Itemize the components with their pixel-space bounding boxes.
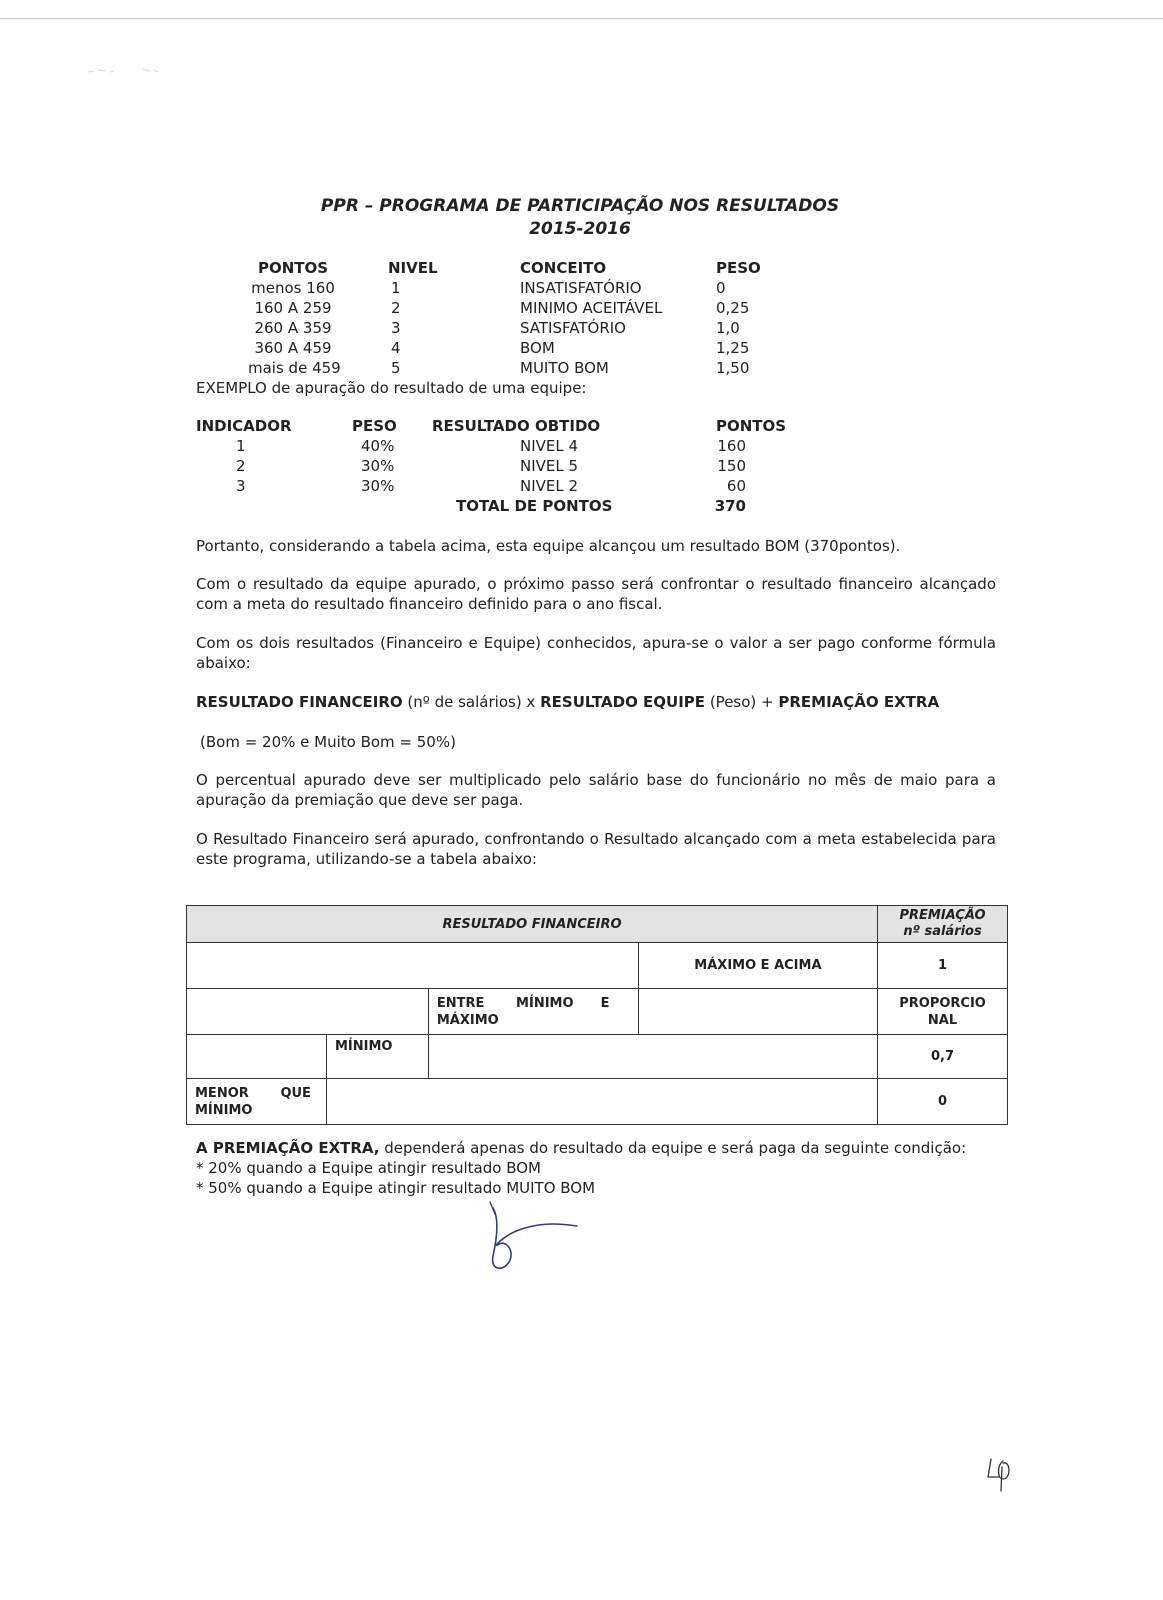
paragraph-percent-applied: O percentual apurado deve ser multiplicado pelo salário base do funcionário no mês de maio para a apuração da premiação que deve ser paga.	[196, 771, 996, 809]
extra-premium-section	[196, 1138, 996, 1198]
fin-row4-label-line2: MÍNIMO	[195, 1102, 253, 1118]
example-header-resultado: RESULTADO OBTIDO	[432, 417, 601, 435]
example-row-pontos: 60	[726, 477, 746, 495]
levels-row-peso: 1,25	[716, 339, 750, 357]
fin-row2-value	[878, 989, 1008, 1035]
handwritten-page-number	[985, 1455, 1015, 1495]
paragraph-financial-result: O Resultado Financeiro será apurado, confrontando o Resultado alcançado com a meta estabelecida para este programa, utilizando-se a tabela abaixo:	[196, 830, 996, 868]
paragraph-next-step: Com o resultado da equipe apurado, o próximo passo será confrontar o resultado financeiro alcançado com a meta do resultado financeiro definido para o ano fiscal.	[196, 575, 996, 613]
formula-part1-rest: (nº de salários) x	[402, 693, 541, 711]
paragraph-result-bom: Portanto, considerando a tabela acima, esta equipe alcançou um resultado BOM (370pontos).	[196, 537, 901, 555]
levels-row-conceito: SATISFATÓRIO	[520, 319, 626, 337]
levels-header-pontos: PONTOS	[257, 259, 329, 277]
fin-row2-label-line1: ENTRE MÍNIMO E	[436, 995, 610, 1011]
levels-row-peso: 1,0	[716, 319, 740, 337]
example-row-resultado: NIVEL 4	[520, 437, 579, 455]
fin-header-premiacao	[878, 906, 1008, 943]
example-label: EXEMPLO de apuração do resultado de uma equipe:	[196, 379, 587, 397]
fin-header-premiacao-line2: nº salários	[903, 924, 982, 939]
handwritten-signature	[485, 1200, 585, 1280]
fin-row4-value: 0	[878, 1079, 1008, 1125]
fin-row3-value: 0,7	[878, 1035, 1008, 1079]
extra-premium-rest: dependerá apenas do resultado da equipe e será paga da seguinte condição:	[379, 1139, 967, 1157]
fin-row2-value-line2: NAL	[927, 1012, 958, 1028]
formula-part3-bold: PREMIAÇÃO EXTRA	[778, 693, 940, 711]
paragraph-bom-percentages: (Bom = 20% e Muito Bom = 50%)	[200, 733, 456, 751]
levels-row-pontos: mais de 459	[248, 359, 341, 377]
formula-part2-bold: RESULTADO EQUIPE	[540, 693, 706, 711]
scan-smudge	[88, 68, 158, 74]
example-row-indicador: 3	[236, 477, 246, 495]
levels-row-conceito: BOM	[520, 339, 555, 357]
formula-part1-bold: RESULTADO FINANCEIRO	[196, 693, 403, 711]
example-row-indicador: 2	[236, 457, 246, 475]
levels-row-pontos: 260 A 359	[254, 319, 332, 337]
fin-header-premiacao-line1: PREMIAÇÃO	[899, 908, 986, 923]
levels-row-peso: 1,50	[716, 359, 750, 377]
levels-row-conceito: MINIMO ACEITÁVEL	[520, 299, 663, 317]
levels-row-peso: 0,25	[716, 299, 750, 317]
fin-row4-empty	[326, 1079, 877, 1125]
levels-row-conceito: INSATISFATÓRIO	[520, 279, 642, 297]
fin-row3-label: MÍNIMO	[326, 1035, 428, 1079]
extra-premium-bold: A PREMIAÇÃO EXTRA,	[196, 1139, 380, 1157]
levels-row-pontos: 360 A 459	[254, 339, 332, 357]
example-row-indicador: 1	[236, 437, 246, 455]
example-row-peso: 30%	[361, 477, 395, 495]
paragraph-two-results: Com os dois resultados (Financeiro e Equipe) conhecidos, apura-se o valor a ser pago conforme fórmula abaixo:	[196, 634, 996, 672]
example-row-pontos: 160	[717, 437, 746, 455]
fin-row2-empty	[187, 989, 429, 1035]
levels-row-nivel: 5	[391, 359, 401, 377]
example-total-label: TOTAL DE PONTOS	[456, 497, 613, 515]
example-header-indicador: INDICADOR	[196, 417, 292, 435]
levels-header-conceito: CONCEITO	[520, 259, 607, 277]
document-subtitle: 2015-2016	[529, 219, 631, 239]
extra-bullet-muito-bom: * 50% quando a Equipe atingir resultado MUITO BOM	[196, 1179, 596, 1197]
levels-row-conceito: MUITO BOM	[520, 359, 609, 377]
fin-row1-empty	[187, 943, 639, 989]
fin-row2-label-line2: MÁXIMO	[436, 1012, 499, 1028]
fin-row3-empty-right	[428, 1035, 877, 1079]
fin-header-main: RESULTADO FINANCEIRO	[187, 906, 878, 943]
fin-row2-label	[428, 989, 638, 1035]
fin-row2-value-line1: PROPORCIO	[899, 995, 986, 1011]
fin-row3-empty	[187, 1035, 327, 1079]
levels-row-peso: 0	[716, 279, 726, 297]
example-header-pontos: PONTOS	[716, 417, 787, 435]
document-title: PPR – PROGRAMA DE PARTICIPAÇÃO NOS RESULTADOS	[320, 196, 840, 216]
fin-row4-label	[187, 1079, 327, 1125]
levels-header-peso: PESO	[716, 259, 761, 277]
levels-row-nivel: 3	[391, 319, 401, 337]
levels-row-nivel: 4	[391, 339, 401, 357]
formula-line	[196, 692, 996, 712]
example-row-peso: 40%	[361, 437, 395, 455]
extra-bullet-bom: * 20% quando a Equipe atingir resultado BOM	[196, 1159, 541, 1177]
example-row-pontos: 150	[717, 457, 746, 475]
example-row-peso: 30%	[361, 457, 395, 475]
levels-header-nivel: NIVEL	[388, 259, 438, 277]
example-row-resultado: NIVEL 2	[520, 477, 579, 495]
example-row-resultado: NIVEL 5	[520, 457, 579, 475]
levels-row-nivel: 2	[391, 299, 401, 317]
extra-premium-intro	[196, 1138, 996, 1158]
financial-result-table	[186, 905, 1008, 1125]
levels-row-pontos: menos 160	[251, 279, 335, 297]
levels-row-pontos: 160 A 259	[254, 299, 332, 317]
scan-edge-line	[0, 18, 1163, 19]
example-total-value: 370	[714, 497, 746, 515]
fin-row1-value: 1	[878, 943, 1008, 989]
fin-row2-empty-right	[638, 989, 877, 1035]
levels-row-nivel: 1	[391, 279, 401, 297]
fin-row4-label-line1: MENOR QUE	[195, 1085, 311, 1101]
fin-row1-label: MÁXIMO E ACIMA	[638, 943, 877, 989]
example-header-peso: PESO	[352, 417, 397, 435]
formula-part2-rest: (Peso) +	[705, 693, 779, 711]
